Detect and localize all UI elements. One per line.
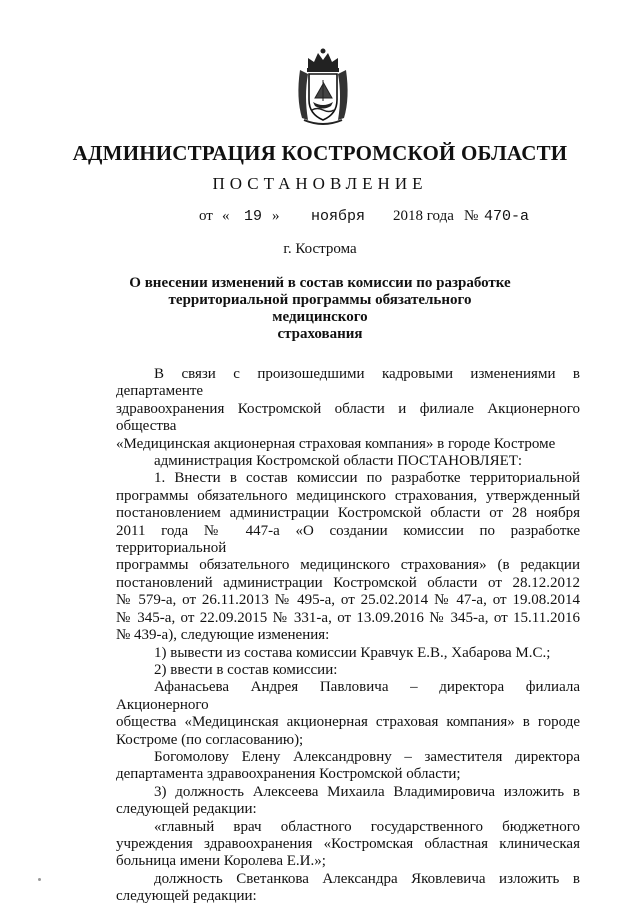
body-line: общества «Медицинская акционерная страховая компания» в городе bbox=[116, 714, 580, 731]
document-title bbox=[120, 275, 520, 343]
body-line: программы обязательного медицинского страхования» (в редакции bbox=[116, 557, 580, 574]
body-line: Афанасьева Андрея Павловича – директора филиала Акционерного bbox=[116, 679, 580, 713]
body-line: № 579-а, от 26.11.2013 № 495-а, от 25.02.2014 № 47-а, от 19.08.2014 bbox=[116, 592, 580, 609]
body-line: Богомолову Елену Александровну – заместителя директора bbox=[154, 748, 580, 765]
coat-of-arms-icon bbox=[294, 48, 352, 126]
body-line: 1. Внести в состав комиссии по разработке территориальной bbox=[154, 470, 580, 487]
title-line: О внесении изменений в состав комиссии по разработке bbox=[129, 275, 511, 291]
body-line: «Медицинская акционерная страховая компания» в городе Костроме bbox=[116, 435, 556, 452]
body-line: В связи с произошедшими кадровыми изменениями в департаменте bbox=[116, 366, 580, 400]
number-sign: № bbox=[464, 208, 479, 224]
date-open-quote: « bbox=[222, 208, 230, 224]
list-item: 3) должность Алексеева Михаила Владимировича изложить в bbox=[154, 783, 580, 800]
body-line: программы обязательного медицинского страхования, утвержденный bbox=[116, 487, 580, 504]
body-line: должность Светанкова Александра Яковлевича изложить в bbox=[154, 870, 580, 887]
body-line: здравоохранения Костромской области и филиале Акционерного общества bbox=[116, 400, 580, 435]
body-line: 2011 года № 447-а «О создании комиссии по разработке территориальной bbox=[116, 522, 580, 557]
body-line: учреждения здравоохранения «Костромская областная клиническая bbox=[116, 835, 580, 852]
city-name: г. Кострома bbox=[283, 241, 357, 257]
body-line: постановлением администрации Костромской области от 28 ноября bbox=[116, 505, 580, 522]
document-type: ПОСТАНОВЛЕНИЕ bbox=[212, 174, 428, 193]
body-line: следующей редакции: bbox=[116, 888, 257, 905]
body-line: № 345-а, от 22.09.2015 № 331-а, от 13.09.2016 № 345-а, от 15.11.2016 bbox=[116, 609, 580, 626]
body-line: «главный врач областного государственного бюджетного bbox=[154, 818, 580, 835]
date-year: 2018 года bbox=[393, 208, 454, 224]
body-line: № 439-а), следующие изменения: bbox=[116, 627, 330, 644]
body-line: больница имени Королева Е.И.»; bbox=[116, 853, 326, 870]
list-item: 1) вывести из состава комиссии Кравчук Е.В., Хабарова М.С.; bbox=[154, 644, 551, 661]
scan-mark bbox=[38, 878, 41, 881]
body-line: следующей редакции: bbox=[116, 801, 257, 818]
body-line: постановлений администрации Костромской области от 28.12.2012 bbox=[116, 574, 580, 591]
body-line: Костроме (по согласованию); bbox=[116, 731, 304, 748]
body-line: департамента здравоохранения Костромской области; bbox=[116, 766, 461, 783]
date-from-label: от bbox=[199, 208, 213, 224]
date-close-quote: » bbox=[272, 208, 280, 224]
title-line: территориальной программы обязательного медицинского bbox=[168, 292, 472, 325]
date-month: ноября bbox=[311, 208, 366, 225]
body-line: администрация Костромской области ПОСТАНОВЛЯЕТ: bbox=[154, 453, 523, 470]
list-item: 2) ввести в состав комиссии: bbox=[154, 661, 338, 678]
date-day: 19 bbox=[244, 208, 263, 225]
organization-name: АДМИНИСТРАЦИЯ КОСТРОМСКОЙ ОБЛАСТИ bbox=[72, 141, 568, 165]
title-line: страхования bbox=[277, 326, 363, 342]
date-number-line bbox=[0, 208, 640, 228]
document-body bbox=[116, 366, 580, 906]
document-number: 470-а bbox=[484, 208, 530, 225]
